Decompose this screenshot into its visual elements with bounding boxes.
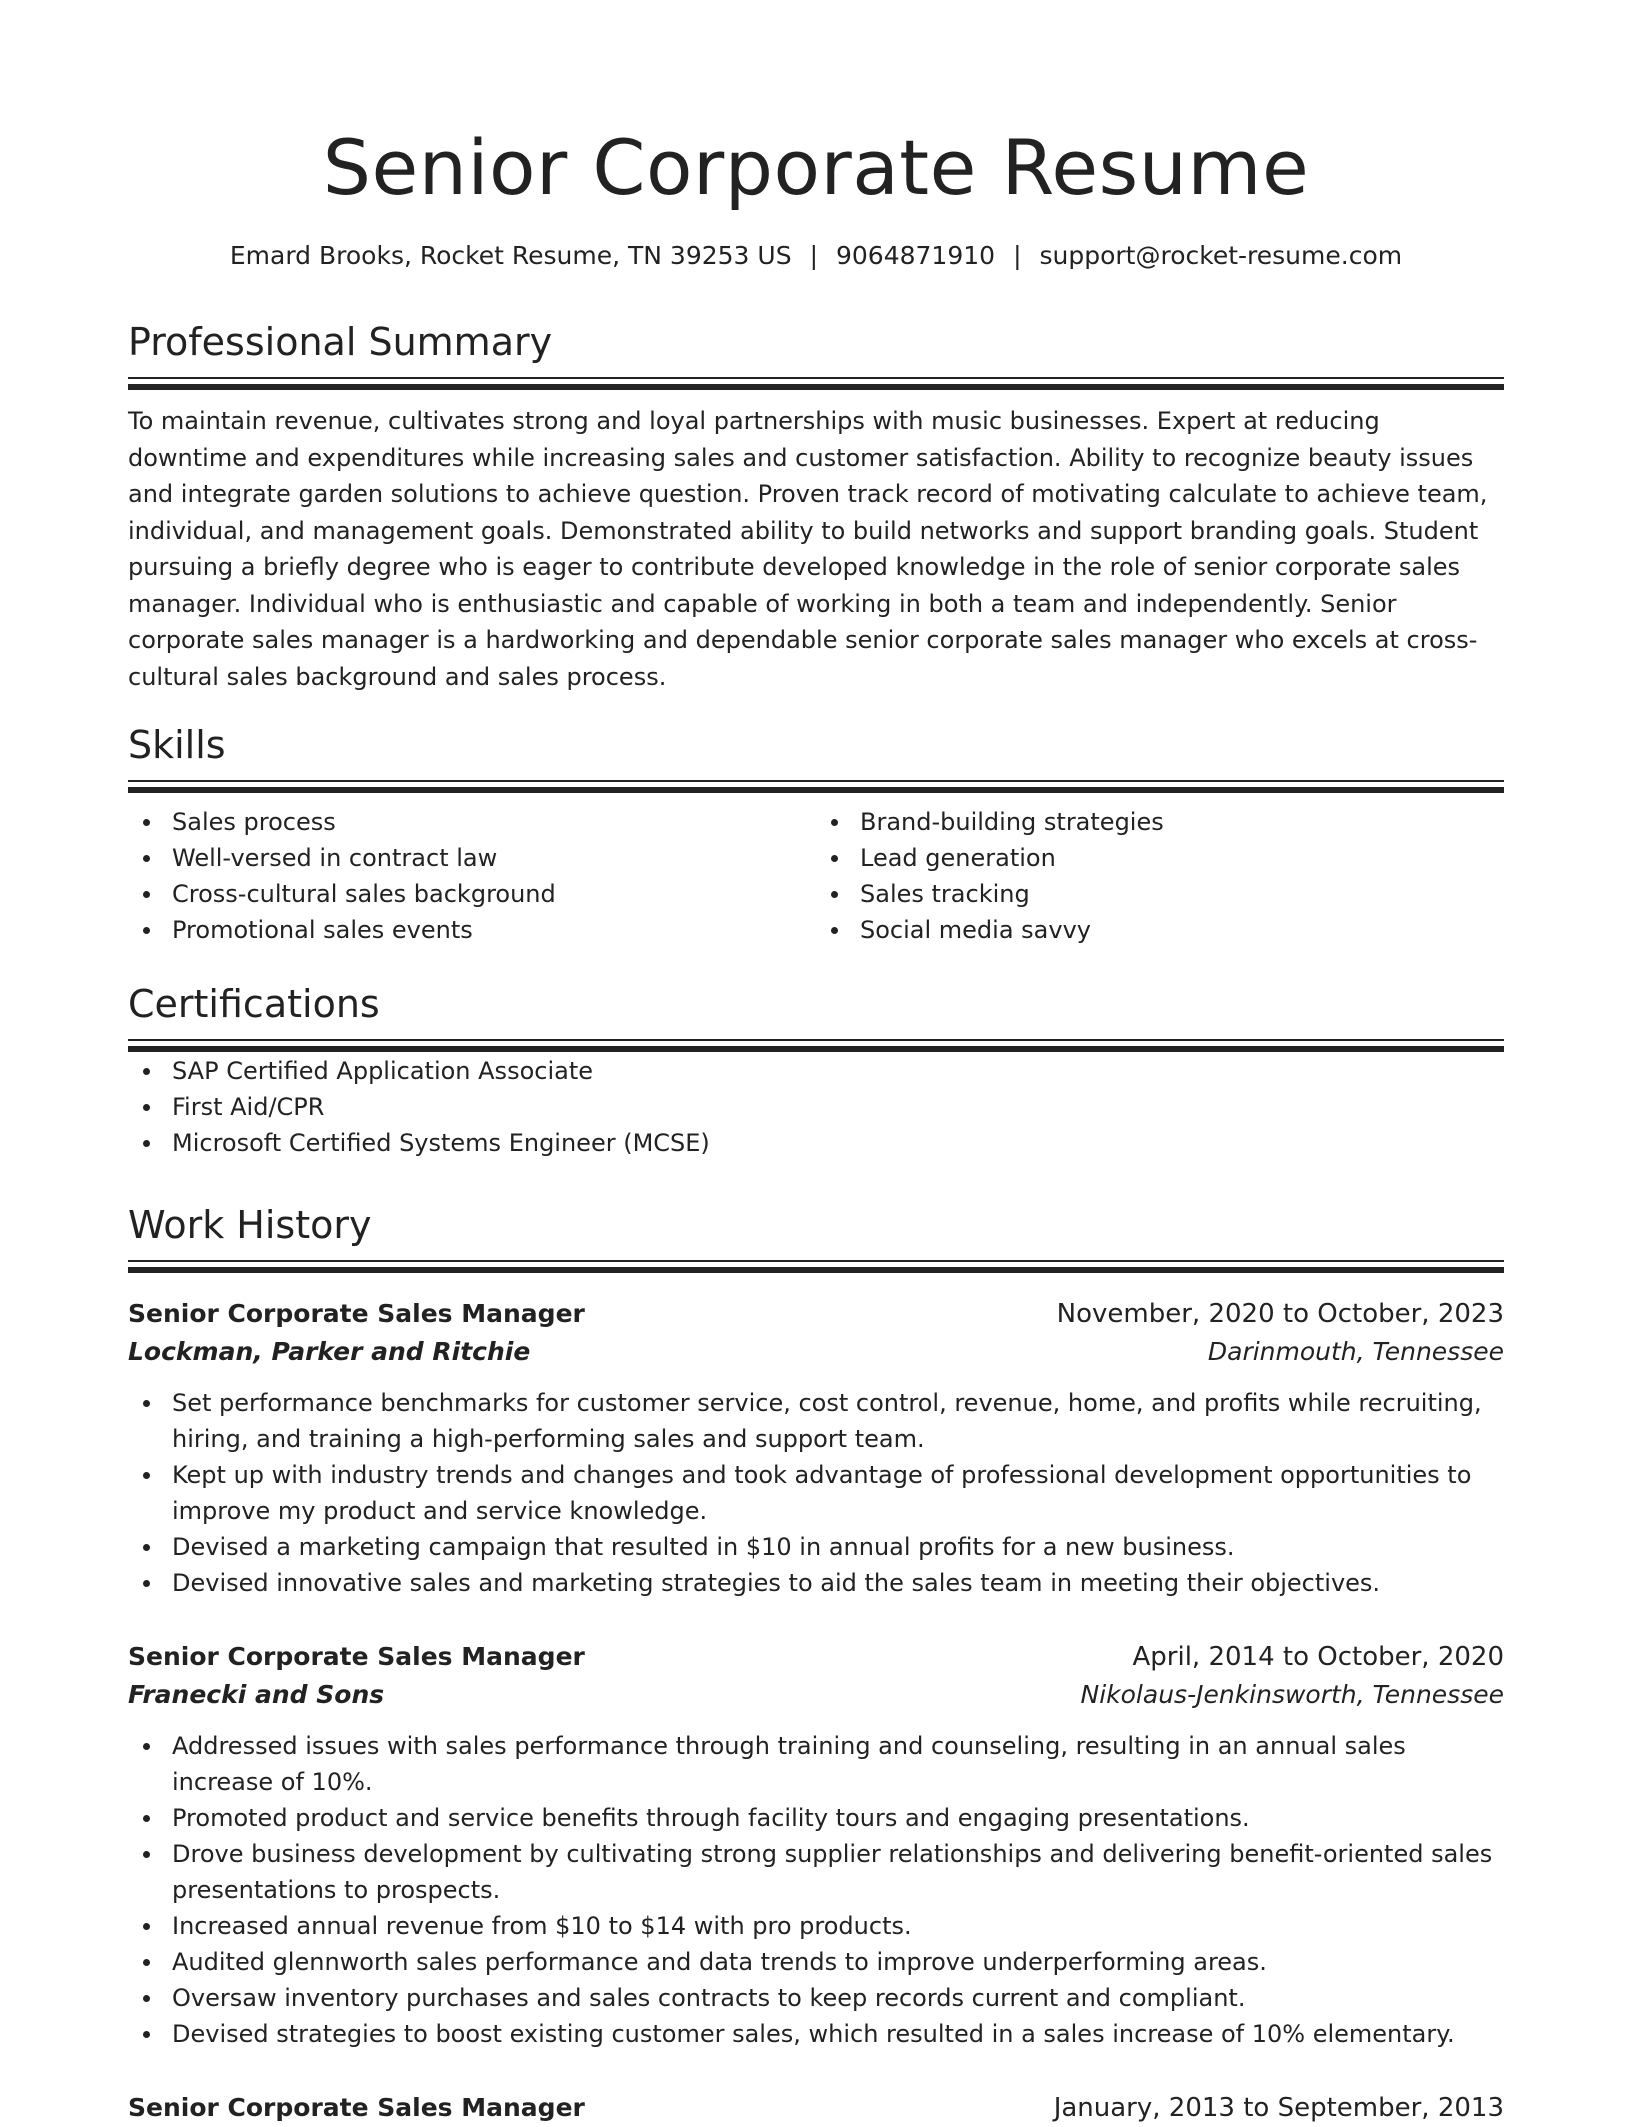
job-employer-row	[128, 1333, 1504, 1371]
job-location: Nikolaus-Jenkinsworth, Tennessee	[1080, 1680, 1504, 1709]
job-title: Senior Corporate Sales Manager	[128, 2093, 585, 2122]
job-entry	[128, 2089, 1504, 2127]
job-bullet: Devised a marketing campaign that resulted in $10 in annual profits for a new business.	[128, 1529, 1504, 1565]
job-bullets	[128, 1728, 1504, 2052]
job-bullets	[128, 1385, 1504, 1601]
skill-item: Sales process	[128, 804, 816, 840]
page-title: Senior Corporate Resume	[322, 123, 1310, 212]
skills-list-right	[816, 804, 1504, 948]
job-bullet: Devised innovative sales and marketing strategies to aid the sales team in meeting their objectives.	[128, 1565, 1504, 1601]
job-location: Darinmouth, Tennessee	[1207, 1337, 1504, 1366]
skill-item: Lead generation	[816, 840, 1504, 876]
certification-item: SAP Certified Application Associate	[128, 1053, 1504, 1089]
job-bullet: Set performance benchmarks for customer service, cost control, revenue, home, and profits while recruiting, hiring, and training a high-performing sales and support team.	[128, 1385, 1504, 1457]
job-bullet: Promoted product and service benefits through facility tours and engaging presentations.	[128, 1800, 1504, 1836]
job-entry	[128, 1638, 1504, 2052]
skill-item: Promotional sales events	[128, 912, 816, 948]
job-header-row	[128, 1638, 1504, 1676]
job-bullet: Oversaw inventory purchases and sales contracts to keep records current and compliant.	[128, 1980, 1504, 2016]
section-divider	[128, 780, 1504, 794]
certifications-list	[128, 1053, 1504, 1161]
job-entry	[128, 1295, 1504, 1601]
job-title: Senior Corporate Sales Manager	[128, 1642, 585, 1671]
work-history-section	[128, 1200, 1504, 1274]
contact-line	[128, 236, 1504, 276]
skill-item: Well-versed in contract law	[128, 840, 816, 876]
job-dates: January, 2013 to September, 2013	[1053, 2093, 1504, 2123]
skill-item: Brand-building strategies	[816, 804, 1504, 840]
skills-columns	[128, 804, 1504, 948]
section-divider	[128, 1039, 1504, 1053]
certifications-section	[128, 979, 1504, 1161]
job-employer-row	[128, 1676, 1504, 1714]
summary-section	[128, 317, 1504, 695]
skills-list-left	[128, 804, 816, 948]
contact-phone: 9064871910	[836, 241, 996, 270]
contact-address: Emard Brooks, Rocket Resume, TN 39253 US	[229, 241, 792, 270]
job-company: Lockman, Parker and Ritchie	[128, 1337, 531, 1366]
job-title: Senior Corporate Sales Manager	[128, 1299, 585, 1328]
summary-heading: Professional Summary	[128, 320, 553, 364]
work-history-heading: Work History	[128, 1203, 372, 1247]
certification-item: First Aid/CPR	[128, 1089, 1504, 1125]
contact-email: support@rocket-resume.com	[1039, 241, 1403, 270]
job-bullet: Addressed issues with sales performance through training and counseling, resulting in an annual sales increase of 10%.	[128, 1728, 1504, 1800]
job-company: Franecki and Sons	[128, 1680, 385, 1709]
contact-separator: |	[1013, 241, 1022, 270]
job-bullet: Audited glennworth sales performance and data trends to improve underperforming areas.	[128, 1944, 1504, 1980]
job-bullet: Drove business development by cultivating strong supplier relationships and delivering benefit-oriented sales presentations to prospects.	[128, 1836, 1504, 1908]
skill-item: Cross-cultural sales background	[128, 876, 816, 912]
certifications-heading: Certifications	[128, 982, 380, 1026]
contact-separator: |	[809, 241, 818, 270]
skill-item: Social media savvy	[816, 912, 1504, 948]
section-divider	[128, 377, 1504, 391]
section-divider	[128, 1260, 1504, 1274]
job-header-row	[128, 1295, 1504, 1333]
skills-section	[128, 720, 1504, 948]
job-bullet: Increased annual revenue from $10 to $14 with pro products.	[128, 1908, 1504, 1944]
skill-item: Sales tracking	[816, 876, 1504, 912]
skills-heading: Skills	[128, 723, 226, 767]
job-header-row	[128, 2089, 1504, 2127]
job-bullet: Kept up with industry trends and changes and took advantage of professional development opportunities to improve my product and service knowledge.	[128, 1457, 1504, 1529]
job-bullet: Devised strategies to boost existing customer sales, which resulted in a sales increase of 10% elementary.	[128, 2016, 1504, 2052]
summary-text: To maintain revenue, cultivates strong and loyal partnerships with music businesses. Expert at reducing downtime and expenditures while increasing sales and customer satisfaction. Ability to recognize beauty issues and integrate garden solutions to achieve question. Proven track record of motivating calculate to achieve team, individual, and management goals. Demonstrated ability to build networks and support branding goals. Student pursuing a briefly degree who is eager to contribute developed knowledge in the role of senior corporate sales manager. Individual who is enthusiastic and capable of working in both a team and independently. Senior corporate sales manager is a hardworking and dependable senior corporate sales manager who excels at cross-cultural sales background and sales process.	[128, 407, 1488, 691]
job-dates: November, 2020 to October, 2023	[1056, 1299, 1504, 1329]
job-dates: April, 2014 to October, 2020	[1132, 1642, 1504, 1672]
certification-item: Microsoft Certified Systems Engineer (MCSE)	[128, 1125, 1504, 1161]
